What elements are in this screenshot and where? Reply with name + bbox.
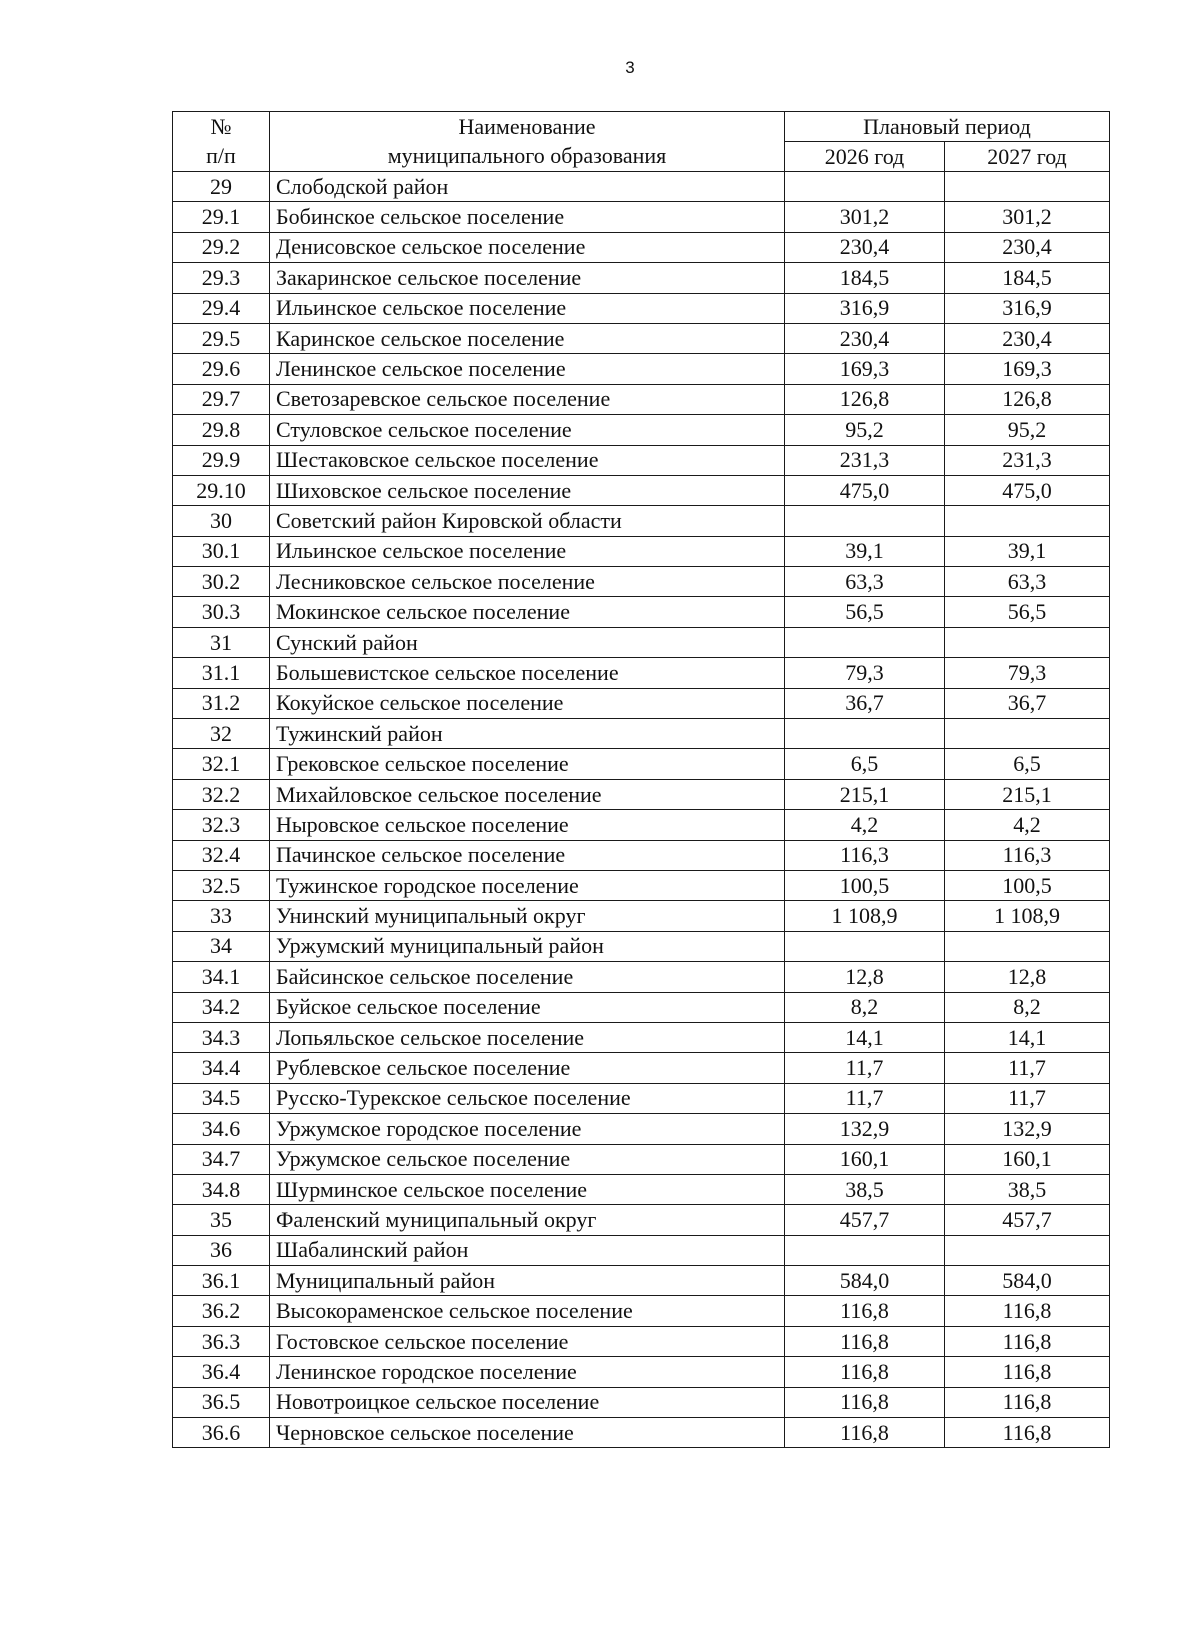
row-number-cell: 29.3 <box>173 263 270 293</box>
value-2027-cell: 301,2 <box>945 202 1110 232</box>
header-period: Плановый период <box>785 112 1110 142</box>
value-2026-cell: 160,1 <box>785 1144 945 1174</box>
value-2027-cell: 8,2 <box>945 992 1110 1022</box>
value-2026-cell: 56,5 <box>785 597 945 627</box>
value-2026-cell <box>785 931 945 961</box>
municipality-name-cell: Черновское сельское поселение <box>270 1418 785 1448</box>
municipality-name-cell: Грековское сельское поселение <box>270 749 785 779</box>
value-2027-cell: 116,8 <box>945 1387 1110 1417</box>
row-number-cell: 34.1 <box>173 962 270 992</box>
municipality-name-cell: Буйское сельское поселение <box>270 992 785 1022</box>
value-2026-cell: 116,8 <box>785 1296 945 1326</box>
value-2027-cell: 116,8 <box>945 1296 1110 1326</box>
municipality-name-cell: Шестаковское сельское поселение <box>270 445 785 475</box>
municipality-name-cell: Уржумское сельское поселение <box>270 1144 785 1174</box>
table-row <box>173 1326 1110 1356</box>
value-2026-cell: 584,0 <box>785 1266 945 1296</box>
row-number-cell: 34.5 <box>173 1083 270 1113</box>
municipality-name-cell: Байсинское сельское поселение <box>270 962 785 992</box>
row-number-cell: 34.4 <box>173 1053 270 1083</box>
value-2027-cell <box>945 172 1110 202</box>
value-2026-cell: 475,0 <box>785 475 945 505</box>
table-row <box>173 172 1110 202</box>
row-number-cell: 36 <box>173 1235 270 1265</box>
municipality-name-cell: Михайловское сельское поселение <box>270 779 785 809</box>
row-number-cell: 32 <box>173 719 270 749</box>
municipality-name-cell: Каринское сельское поселение <box>270 323 785 353</box>
table-row <box>173 567 1110 597</box>
table-row <box>173 962 1110 992</box>
value-2027-cell: 215,1 <box>945 779 1110 809</box>
row-number-cell: 29 <box>173 172 270 202</box>
value-2026-cell: 39,1 <box>785 536 945 566</box>
row-number-cell: 32.5 <box>173 870 270 900</box>
row-number-cell: 32.3 <box>173 810 270 840</box>
row-number-cell: 31.1 <box>173 658 270 688</box>
table-row <box>173 263 1110 293</box>
value-2027-cell: 56,5 <box>945 597 1110 627</box>
table-row <box>173 1022 1110 1052</box>
value-2026-cell: 116,8 <box>785 1326 945 1356</box>
table-row <box>173 901 1110 931</box>
value-2026-cell: 100,5 <box>785 870 945 900</box>
value-2027-cell: 11,7 <box>945 1053 1110 1083</box>
value-2026-cell: 316,9 <box>785 293 945 323</box>
value-2026-cell: 116,8 <box>785 1418 945 1448</box>
value-2027-cell: 230,4 <box>945 232 1110 262</box>
page-number: 3 <box>625 58 635 77</box>
table-row <box>173 1266 1110 1296</box>
value-2026-cell <box>785 1235 945 1265</box>
value-2026-cell: 63,3 <box>785 567 945 597</box>
row-number-cell: 34.3 <box>173 1022 270 1052</box>
value-2027-cell: 79,3 <box>945 658 1110 688</box>
row-number-cell: 29.4 <box>173 293 270 323</box>
municipality-name-cell: Мокинское сельское поселение <box>270 597 785 627</box>
table-row <box>173 1174 1110 1204</box>
municipality-name-cell: Муниципальный район <box>270 1266 785 1296</box>
value-2027-cell <box>945 719 1110 749</box>
value-2027-cell: 4,2 <box>945 810 1110 840</box>
row-number-cell: 34 <box>173 931 270 961</box>
municipality-name-cell: Шабалинский район <box>270 1235 785 1265</box>
table-body <box>173 172 1110 1448</box>
table-header <box>173 112 1110 172</box>
table-row <box>173 506 1110 536</box>
table-row <box>173 232 1110 262</box>
table-row <box>173 1357 1110 1387</box>
row-number-cell: 30 <box>173 506 270 536</box>
municipality-name-cell: Бобинское сельское поселение <box>270 202 785 232</box>
row-number-cell: 31 <box>173 627 270 657</box>
value-2026-cell: 4,2 <box>785 810 945 840</box>
value-2026-cell: 36,7 <box>785 688 945 718</box>
value-2026-cell: 79,3 <box>785 658 945 688</box>
value-2027-cell: 6,5 <box>945 749 1110 779</box>
value-2027-cell: 457,7 <box>945 1205 1110 1235</box>
row-number-cell: 36.4 <box>173 1357 270 1387</box>
value-2026-cell: 8,2 <box>785 992 945 1022</box>
row-number-cell: 29.1 <box>173 202 270 232</box>
table-row <box>173 992 1110 1022</box>
municipality-name-cell: Слободской район <box>270 172 785 202</box>
row-number-cell: 29.9 <box>173 445 270 475</box>
municipality-name-cell: Тужинский район <box>270 719 785 749</box>
table-row <box>173 658 1110 688</box>
table-row <box>173 810 1110 840</box>
value-2026-cell: 132,9 <box>785 1114 945 1144</box>
value-2027-cell: 100,5 <box>945 870 1110 900</box>
table-row <box>173 627 1110 657</box>
header-name-line2: муниципального образования <box>270 142 785 172</box>
value-2026-cell: 14,1 <box>785 1022 945 1052</box>
municipality-name-cell: Высокораменское сельское поселение <box>270 1296 785 1326</box>
row-number-cell: 29.6 <box>173 354 270 384</box>
table-row <box>173 1296 1110 1326</box>
row-number-cell: 32.2 <box>173 779 270 809</box>
row-number-cell: 36.6 <box>173 1418 270 1448</box>
value-2027-cell: 36,7 <box>945 688 1110 718</box>
value-2027-cell: 475,0 <box>945 475 1110 505</box>
value-2026-cell <box>785 719 945 749</box>
value-2026-cell: 126,8 <box>785 384 945 414</box>
value-2026-cell: 6,5 <box>785 749 945 779</box>
value-2027-cell: 116,8 <box>945 1357 1110 1387</box>
value-2027-cell: 184,5 <box>945 263 1110 293</box>
table-row <box>173 1114 1110 1144</box>
table-row <box>173 719 1110 749</box>
value-2027-cell: 95,2 <box>945 415 1110 445</box>
allocation-table <box>172 111 1110 1448</box>
value-2027-cell: 126,8 <box>945 384 1110 414</box>
value-2026-cell: 184,5 <box>785 263 945 293</box>
table-row <box>173 415 1110 445</box>
header-year-2027: 2027 год <box>945 142 1110 172</box>
table-row <box>173 1418 1110 1448</box>
municipality-name-cell: Светозаревское сельское поселение <box>270 384 785 414</box>
row-number-cell: 30.3 <box>173 597 270 627</box>
table-row <box>173 597 1110 627</box>
municipality-name-cell: Тужинское городское поселение <box>270 870 785 900</box>
row-number-cell: 29.10 <box>173 475 270 505</box>
table-row <box>173 323 1110 353</box>
row-number-cell: 29.7 <box>173 384 270 414</box>
row-number-cell: 36.5 <box>173 1387 270 1417</box>
value-2027-cell: 116,8 <box>945 1418 1110 1448</box>
municipality-name-cell: Уржумское городское поселение <box>270 1114 785 1144</box>
municipality-name-cell: Денисовское сельское поселение <box>270 232 785 262</box>
row-number-cell: 32.4 <box>173 840 270 870</box>
value-2026-cell: 1 108,9 <box>785 901 945 931</box>
value-2027-cell <box>945 506 1110 536</box>
municipality-name-cell: Большевистское сельское поселение <box>270 658 785 688</box>
table-row <box>173 688 1110 718</box>
row-number-cell: 36.3 <box>173 1326 270 1356</box>
value-2027-cell: 116,8 <box>945 1326 1110 1356</box>
municipality-name-cell: Кокуйское сельское поселение <box>270 688 785 718</box>
table-row <box>173 840 1110 870</box>
municipality-name-cell: Ленинское сельское поселение <box>270 354 785 384</box>
value-2026-cell: 301,2 <box>785 202 945 232</box>
value-2026-cell: 95,2 <box>785 415 945 445</box>
table-row <box>173 1387 1110 1417</box>
value-2026-cell: 230,4 <box>785 232 945 262</box>
value-2026-cell: 11,7 <box>785 1053 945 1083</box>
row-number-cell: 29.2 <box>173 232 270 262</box>
municipality-name-cell: Лопьяльское сельское поселение <box>270 1022 785 1052</box>
table-row <box>173 1144 1110 1174</box>
value-2027-cell: 316,9 <box>945 293 1110 323</box>
row-number-cell: 34.7 <box>173 1144 270 1174</box>
value-2027-cell: 39,1 <box>945 536 1110 566</box>
municipality-name-cell: Ильинское сельское поселение <box>270 536 785 566</box>
value-2026-cell <box>785 627 945 657</box>
value-2026-cell: 12,8 <box>785 962 945 992</box>
value-2026-cell <box>785 506 945 536</box>
value-2027-cell: 11,7 <box>945 1083 1110 1113</box>
row-number-cell: 35 <box>173 1205 270 1235</box>
value-2027-cell: 12,8 <box>945 962 1110 992</box>
table-row <box>173 1053 1110 1083</box>
row-number-cell: 30.1 <box>173 536 270 566</box>
row-number-cell: 36.1 <box>173 1266 270 1296</box>
municipality-name-cell: Ильинское сельское поселение <box>270 293 785 323</box>
table-row <box>173 779 1110 809</box>
municipality-name-cell: Русско-Турекское сельское поселение <box>270 1083 785 1113</box>
row-number-cell: 34.8 <box>173 1174 270 1204</box>
table-row <box>173 1235 1110 1265</box>
municipality-name-cell: Рублевское сельское поселение <box>270 1053 785 1083</box>
value-2027-cell: 230,4 <box>945 323 1110 353</box>
municipality-name-cell: Стуловское сельское поселение <box>270 415 785 445</box>
table-row <box>173 384 1110 414</box>
header-year-2026: 2026 год <box>785 142 945 172</box>
row-number-cell: 34.2 <box>173 992 270 1022</box>
row-number-cell: 29.5 <box>173 323 270 353</box>
row-number-cell: 32.1 <box>173 749 270 779</box>
municipality-name-cell: Лесниковское сельское поселение <box>270 567 785 597</box>
value-2026-cell: 11,7 <box>785 1083 945 1113</box>
value-2026-cell: 116,8 <box>785 1357 945 1387</box>
value-2026-cell: 116,8 <box>785 1387 945 1417</box>
value-2027-cell <box>945 931 1110 961</box>
value-2026-cell: 230,4 <box>785 323 945 353</box>
value-2027-cell: 584,0 <box>945 1266 1110 1296</box>
value-2027-cell: 1 108,9 <box>945 901 1110 931</box>
municipality-name-cell: Советский район Кировской области <box>270 506 785 536</box>
table-row <box>173 202 1110 232</box>
table-row <box>173 1083 1110 1113</box>
municipality-name-cell: Пачинское сельское поселение <box>270 840 785 870</box>
value-2027-cell: 38,5 <box>945 1174 1110 1204</box>
table-row <box>173 536 1110 566</box>
value-2026-cell: 38,5 <box>785 1174 945 1204</box>
value-2026-cell: 457,7 <box>785 1205 945 1235</box>
municipality-name-cell: Унинский муниципальный округ <box>270 901 785 931</box>
table-row <box>173 354 1110 384</box>
value-2026-cell: 116,3 <box>785 840 945 870</box>
value-2026-cell: 231,3 <box>785 445 945 475</box>
municipality-name-cell: Шурминское сельское поселение <box>270 1174 785 1204</box>
row-number-cell: 30.2 <box>173 567 270 597</box>
municipality-name-cell: Ныровское сельское поселение <box>270 810 785 840</box>
table-row <box>173 749 1110 779</box>
municipality-name-cell: Фаленский муниципальный округ <box>270 1205 785 1235</box>
table-row <box>173 931 1110 961</box>
value-2027-cell: 132,9 <box>945 1114 1110 1144</box>
value-2026-cell <box>785 172 945 202</box>
value-2027-cell: 63,3 <box>945 567 1110 597</box>
value-2027-cell: 231,3 <box>945 445 1110 475</box>
header-name-line1: Наименование <box>270 112 785 142</box>
row-number-cell: 29.8 <box>173 415 270 445</box>
value-2026-cell: 215,1 <box>785 779 945 809</box>
value-2027-cell: 14,1 <box>945 1022 1110 1052</box>
table-row <box>173 870 1110 900</box>
value-2027-cell: 116,3 <box>945 840 1110 870</box>
row-number-cell: 36.2 <box>173 1296 270 1326</box>
row-number-cell: 31.2 <box>173 688 270 718</box>
value-2027-cell: 169,3 <box>945 354 1110 384</box>
value-2027-cell <box>945 1235 1110 1265</box>
header-num-line1: № <box>173 112 270 142</box>
value-2026-cell: 169,3 <box>785 354 945 384</box>
municipality-name-cell: Гостовское сельское поселение <box>270 1326 785 1356</box>
municipality-name-cell: Шиховское сельское поселение <box>270 475 785 505</box>
row-number-cell: 34.6 <box>173 1114 270 1144</box>
table-row <box>173 1205 1110 1235</box>
municipality-name-cell: Новотроицкое сельское поселение <box>270 1387 785 1417</box>
value-2027-cell: 160,1 <box>945 1144 1110 1174</box>
table-row <box>173 445 1110 475</box>
municipality-name-cell: Ленинское городское поселение <box>270 1357 785 1387</box>
municipality-name-cell: Уржумский муниципальный район <box>270 931 785 961</box>
row-number-cell: 33 <box>173 901 270 931</box>
municipality-name-cell: Сунский район <box>270 627 785 657</box>
header-num-line2: п/п <box>173 142 270 172</box>
value-2027-cell <box>945 627 1110 657</box>
table-row <box>173 475 1110 505</box>
table-row <box>173 293 1110 323</box>
municipality-name-cell: Закаринское сельское поселение <box>270 263 785 293</box>
